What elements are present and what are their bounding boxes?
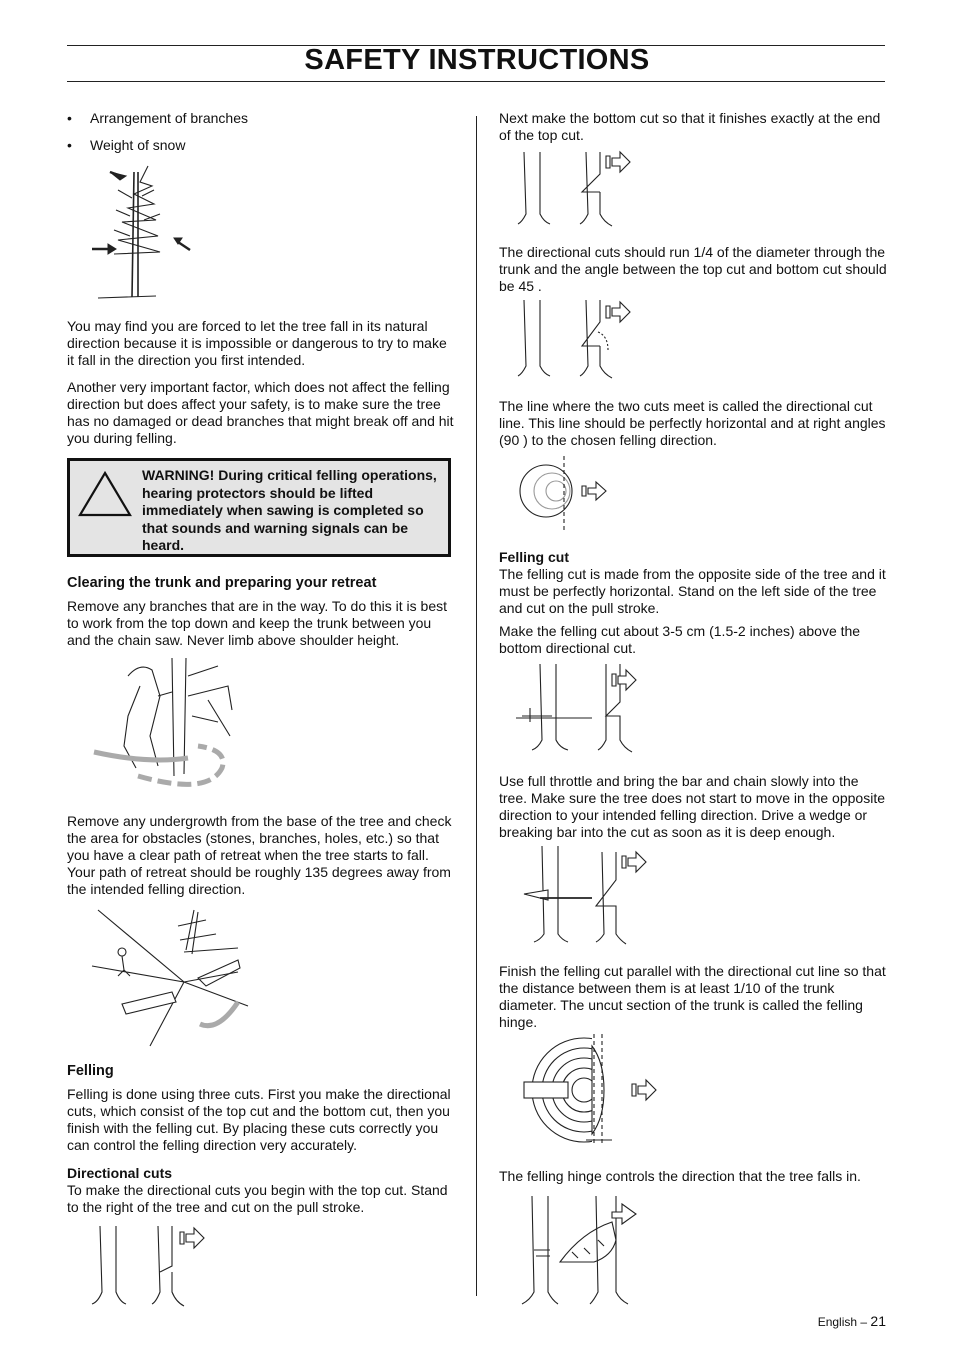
warning-box xyxy=(67,458,451,557)
paragraph: Another very important factor, which does not affect the felling direction but does affect your safety, is to make sure the tree has no damaged or dead branches that might break off and hit you during felling. xyxy=(67,379,454,446)
paragraph: You may find you are forced to let the tree fall in its natural direction because it is impossible or dangerous to try to make it fall in the direction you first intended. xyxy=(67,318,447,368)
subheading-felling-cut: Felling cut xyxy=(499,549,569,565)
paragraph: Use full throttle and bring the bar and chain slowly into the tree. Make sure the tree does not start to move in the opposite direction to your intended felling direction. Drive a wedge or breaking bar into the cut as soon as it is deep enough. xyxy=(499,773,885,840)
bottom-cut-illustration xyxy=(512,148,642,228)
page-footer xyxy=(818,1313,886,1329)
tree-forces-illustration xyxy=(88,160,198,302)
section-heading-felling: Felling xyxy=(67,1063,114,1079)
directional-line-illustration xyxy=(512,454,622,532)
paragraph: The felling hinge controls the direction that the tree falls in. xyxy=(499,1168,861,1184)
paragraph: Remove any undergrowth from the base of the tree and check the area for obstacles (stones, branches, holes, etc.) so that you have a clear path of retreat when the tree starts to fall. Your path of retreat should be roughly 135 degrees away from the intended felling direction. xyxy=(67,813,452,897)
subheading-directional-cuts: Directional cuts xyxy=(67,1165,173,1181)
paragraph: Remove any branches that are in the way. To do this it is best to work from the top down and keep the trunk between you and the chain saw. Never limb above shoulder height. xyxy=(67,598,448,648)
paragraph: The directional cuts should run 1/4 of the diameter through the trunk and the angle between the top cut and bottom cut should be 45 . xyxy=(499,244,887,294)
bullet-text: Arrangement of branches xyxy=(90,110,248,126)
header-rule-bottom xyxy=(67,81,885,82)
paragraph: The line where the two cuts meet is called the directional cut line. This line should be perfectly horizontal and at right angles (90 ) to the chosen felling direction. xyxy=(499,398,886,448)
wedge-illustration xyxy=(512,844,662,946)
page-title: SAFETY INSTRUCTIONS xyxy=(304,44,650,76)
limbing-illustration xyxy=(88,656,238,798)
paragraph: Next make the bottom cut so that it finishes exactly at the end of the top cut. xyxy=(499,110,881,143)
hinge-direction-illustration xyxy=(512,1192,652,1308)
paragraph: The felling cut is made from the opposite side of the tree and it must be perfectly horizontal. Stand on the left side of the tree and cut on the pull stroke. xyxy=(499,566,886,616)
retreat-path-illustration xyxy=(88,906,258,1048)
footer-language: English xyxy=(817,1315,858,1329)
paragraph: To make the directional cuts you begin with the top cut. Stand to the right of the tree and cut on the pull stroke. xyxy=(67,1182,448,1215)
warning-triangle-icon xyxy=(76,469,134,521)
page-number: 21 xyxy=(870,1313,886,1329)
paragraph: Make the felling cut about 3-5 cm (1.5-2 inches) above the bottom directional cut. xyxy=(499,623,861,656)
bullet-text: Weight of snow xyxy=(90,137,186,153)
column-divider xyxy=(476,116,477,1296)
section-heading-clearing: Clearing the trunk and preparing your retreat xyxy=(67,575,377,591)
paragraph: Felling is done using three cuts. First you make the directional cuts, which consist of the top cut and the bottom cut, then you finish with the felling cut. By placing these cuts correctly you can control the felling direction very accurately. xyxy=(67,1086,451,1153)
warning-text: WARNING! During critical felling operations, hearing protectors should be lifted immediately when sawing is completed so that sounds and warning signals can be heard. xyxy=(142,467,437,553)
angle-45-illustration xyxy=(512,296,642,380)
footer-dash: – xyxy=(860,1315,868,1329)
top-cut-illustration xyxy=(88,1222,218,1308)
paragraph: Finish the felling cut parallel with the directional cut line so that the distance between them is at least 1/10 of the trunk diameter. The uncut section of the trunk is called the felling hinge. xyxy=(499,963,886,1030)
felling-cut-illustration xyxy=(512,660,642,754)
felling-hinge-illustration xyxy=(520,1032,680,1148)
